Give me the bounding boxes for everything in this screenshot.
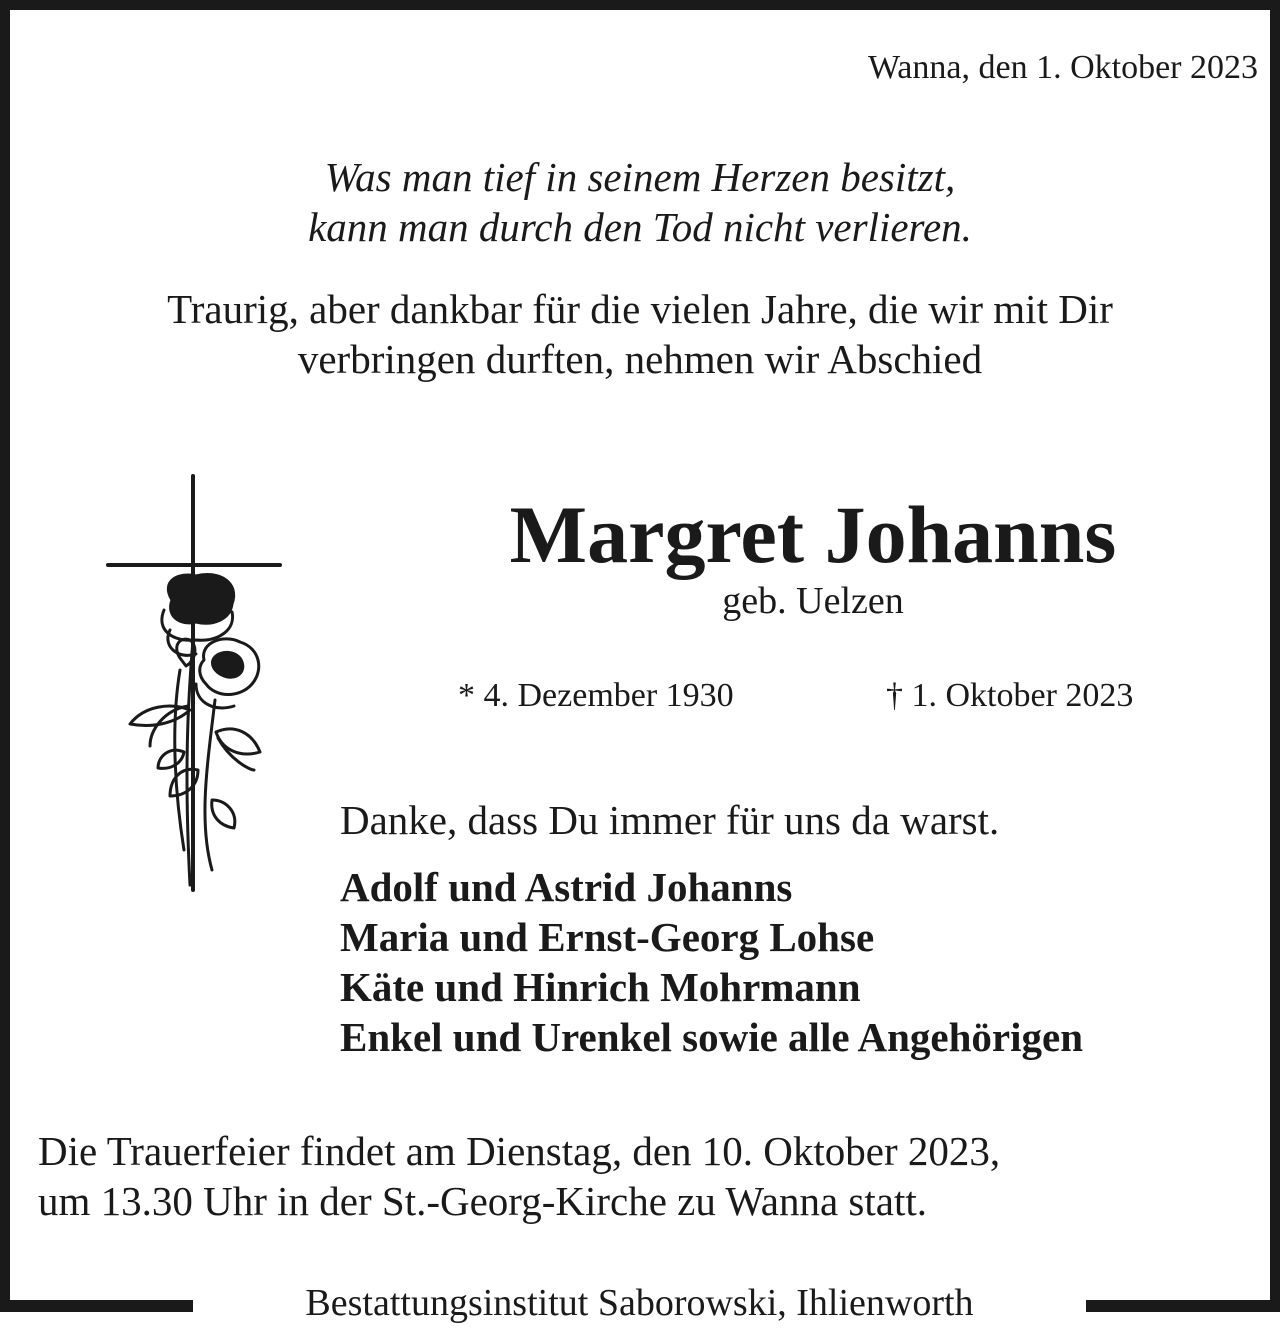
intro-text [0, 284, 1280, 384]
cross-with-roses-icon [100, 470, 290, 900]
mourner-entry: Adolf und Astrid Johanns [340, 864, 793, 910]
deceased-name: Margret Johanns [509, 489, 1117, 580]
mourners-list [340, 862, 1083, 1062]
death-date: † 1. Oktober 2023 [886, 677, 1134, 714]
undertaker-name: Bestattungsinstitut Saborowski, Ihlienworth [305, 1282, 974, 1324]
mourner-entry: Maria und Ernst-Georg Lohse [340, 914, 875, 960]
thanks-text: Danke, dass Du immer für uns da warst. [340, 797, 1000, 843]
intro-line: Traurig, aber dankbar für die vielen Jahre, die wir mit Dir [167, 286, 1113, 332]
ceremony-line: Die Trauerfeier findet am Dienstag, den 10. Oktober 2023, [38, 1128, 1001, 1174]
birth-date: * 4. Dezember 1930 [458, 677, 734, 714]
place-date: Wanna, den 1. Oktober 2023 [867, 49, 1258, 86]
motto-line: kann man durch den Tod nicht verlieren. [308, 204, 972, 250]
mourner-entry: Käte und Hinrich Mohrmann [340, 964, 861, 1010]
motto-quote [0, 152, 1280, 252]
border-bottom-left [0, 1300, 193, 1312]
border-top [0, 0, 1280, 10]
birth-name: geb. Uelzen [722, 580, 904, 622]
border-bottom-right [1086, 1300, 1280, 1312]
motto-line: Was man tief in seinem Herzen besitzt, [324, 154, 956, 200]
ceremony-info [38, 1126, 1000, 1226]
ceremony-line: um 13.30 Uhr in der St.-Georg-Kirche zu Wanna statt. [38, 1178, 928, 1224]
mourner-entry: Enkel und Urenkel sowie alle Angehörigen [340, 1014, 1084, 1060]
intro-line: verbringen durften, nehmen wir Abschied [297, 336, 983, 382]
